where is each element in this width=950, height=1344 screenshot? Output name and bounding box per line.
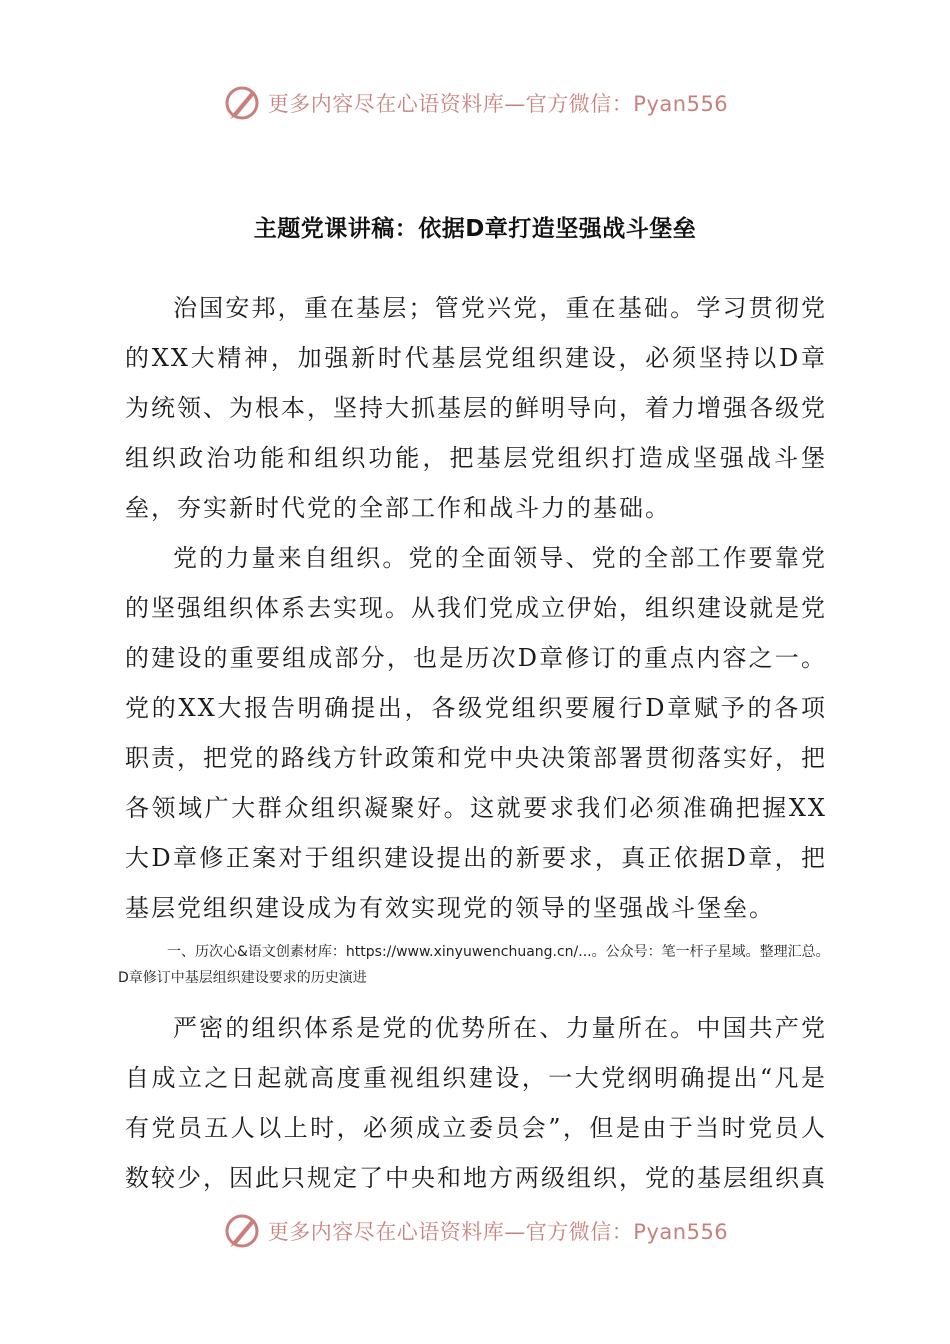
document-body	[118, 283, 830, 1203]
section-heading: 一、历次心&语文创素材库：https://www.xinyuwenchuang.cn/...。公众号：笔一杆子星域。整理汇总。D章修订中基层组织建设要求的历史演进	[118, 944, 830, 986]
quill-pen-logo-icon	[222, 83, 262, 123]
paragraph: 严密的组织体系是党的优势所在、力量所在。中国共产党自成立之日起就高度重视组织建设，一大党纲明确提出“凡是有党员五人以上时，必须成立委员会”，但是由于当时党员人数较少，因此只规定了中央和地方两级组织，党的基层组织真	[125, 1014, 827, 1192]
banner-text: 更多内容尽在心语资料库—官方微信：Pyan556	[267, 1220, 729, 1244]
paragraph: 治国安邦，重在基层；管党兴党，重在基础。学习贯彻党的XX大精神，加强新时代基层党组织建设，必须坚持以D章为统领、为根本，坚持大抓基层的鲜明导向，着力增强各级党组织政治功能和组织功能，把基层党组织打造成坚强战斗堡垒，夯实新时代党的全部工作和战斗力的基础。	[125, 294, 827, 522]
banner-text: 更多内容尽在心语资料库—官方微信：Pyan556	[267, 92, 729, 116]
quill-pen-logo-icon	[222, 1211, 262, 1251]
footer-banner	[0, 1206, 950, 1256]
paragraph: 党的力量来自组织。党的全面领导、党的全部工作要靠党的坚强组织体系去实现。从我们党成立伊始，组织建设就是党的建设的重要组成部分，也是历次D章修订的重点内容之一。党的XX大报告明确提出，各级党组织要履行D章赋予的各项职责，把党的路线方针政策和党中央决策部署贯彻落实好，把各领域广大群众组织凝聚好。这就要求我们必须准确把握XX大D章修正案对于组织建设提出的新要求，真正依据D章，把基层党组织建设成为有效实现党的领导的坚强战斗堡垒。	[125, 544, 827, 922]
header-banner	[0, 78, 950, 128]
document-title: 主题党课讲稿：依据D章打造坚强战斗堡垒	[253, 216, 697, 242]
